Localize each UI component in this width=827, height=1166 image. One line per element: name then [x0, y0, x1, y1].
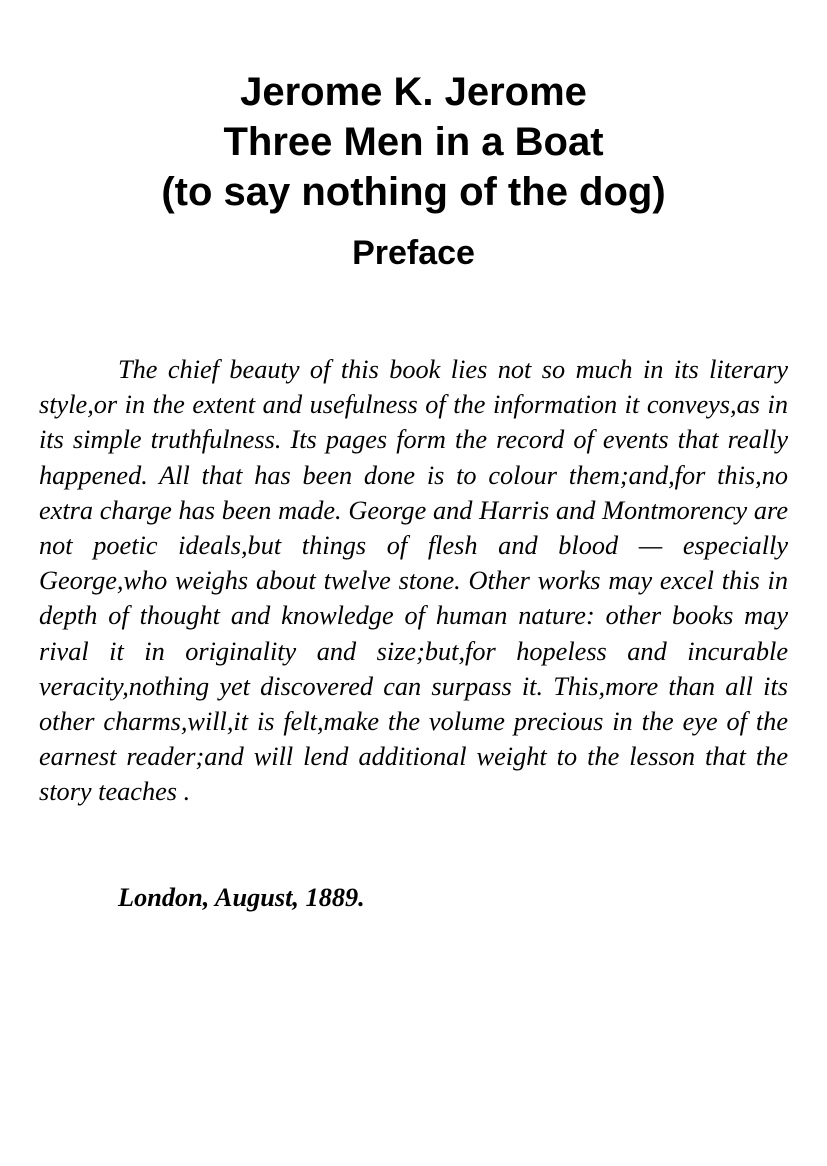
- preface-signature: London, August, 1889.: [118, 883, 365, 912]
- section-heading: Preface: [352, 234, 475, 272]
- preface-paragraph: The chief beauty of this book lies not so much in its literary style,or in the extent and usefulness of the information it conveys,as in its simple truthfulness. Its pages form the record of events that really happened. All that has been done is to colour them;and,for this,no extra charge has been made. George and Harris and Montmorency are not poetic ideals,but things of flesh and blood — especially George,who weighs about twelve stone. Other works may excel this in depth of thought and knowledge of human nature: other books may rival it in originality and size;but,for hopeless and incurable veracity,nothing yet discovered can surpass it. This,more than all its other charms,will,it is felt,make the volume precious in the eye of the earnest reader;and will lend additional weight to the lesson that the story teaches .: [39, 355, 788, 807]
- author-name: Jerome K. Jerome: [240, 69, 587, 114]
- book-title: Three Men in a Boat: [223, 119, 604, 164]
- book-subtitle: (to say nothing of the dog): [161, 169, 666, 214]
- book-title-block: [0, 67, 827, 217]
